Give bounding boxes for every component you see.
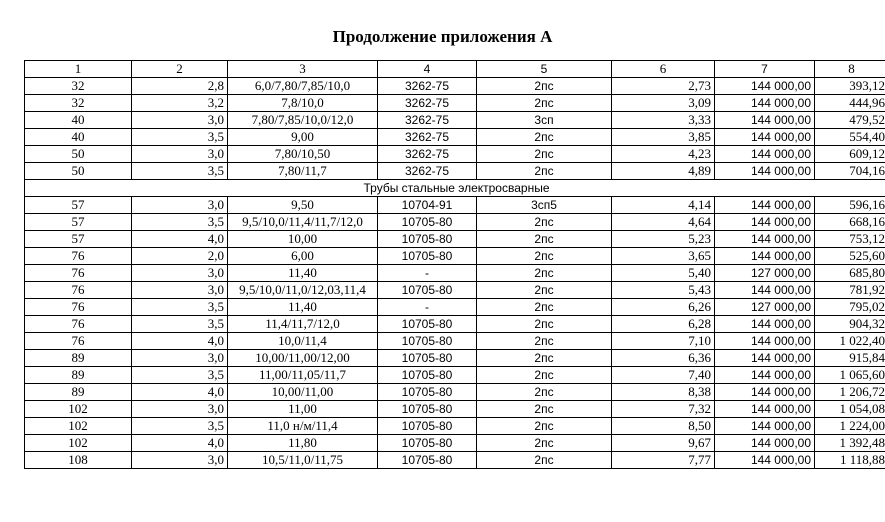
table-row [25,384,885,401]
cell-mass: 9,67 [612,435,715,452]
cell-diameter: 76 [25,333,132,350]
table-row [25,78,885,95]
cell-steel-grade: 2пс [477,452,612,469]
cell-mass: 5,40 [612,265,715,282]
table-row [25,299,885,316]
cell-wall-thickness: 3,0 [132,197,228,214]
cell-mass: 3,85 [612,129,715,146]
cell-gost: 10705-80 [378,316,477,333]
cell-gost: 10705-80 [378,282,477,299]
cell-price-per-ton: 144 000,00 [715,350,815,367]
cell-steel-grade: 2пс [477,248,612,265]
cell-wall-thickness: 3,0 [132,350,228,367]
cell-length: 11,80 [228,435,378,452]
cell-gost: 10705-80 [378,367,477,384]
cell-length: 11,00/11,05/11,7 [228,367,378,384]
table-row [25,146,885,163]
cell-price-per-meter: 704,16 [815,163,885,180]
cell-diameter: 40 [25,129,132,146]
table-row [25,316,885,333]
cell-price-per-ton: 144 000,00 [715,197,815,214]
cell-diameter: 40 [25,112,132,129]
cell-length: 11,4/11,7/12,0 [228,316,378,333]
cell-length: 6,00 [228,248,378,265]
table-row [25,282,885,299]
cell-diameter: 108 [25,452,132,469]
cell-mass: 7,77 [612,452,715,469]
cell-steel-grade: 2пс [477,231,612,248]
cell-price-per-ton: 144 000,00 [715,78,815,95]
cell-gost: 10704-91 [378,197,477,214]
cell-gost: - [378,265,477,282]
cell-gost: 10705-80 [378,452,477,469]
cell-diameter: 50 [25,163,132,180]
cell-length: 9,00 [228,129,378,146]
cell-gost: - [378,299,477,316]
cell-price-per-meter: 479,52 [815,112,885,129]
cell-diameter: 76 [25,299,132,316]
cell-length: 9,50 [228,197,378,214]
cell-length: 6,0/7,80/7,85/10,0 [228,78,378,95]
cell-mass: 5,43 [612,282,715,299]
cell-price-per-ton: 144 000,00 [715,401,815,418]
cell-gost: 3262-75 [378,78,477,95]
cell-mass: 3,33 [612,112,715,129]
header-cell-diameter: 1 [25,61,132,78]
cell-diameter: 102 [25,435,132,452]
price-table [24,60,885,469]
cell-length: 11,40 [228,265,378,282]
cell-length: 10,00/11,00/12,00 [228,350,378,367]
table-row [25,112,885,129]
cell-wall-thickness: 3,5 [132,367,228,384]
cell-gost: 10705-80 [378,418,477,435]
table-row [25,418,885,435]
cell-diameter: 57 [25,231,132,248]
cell-wall-thickness: 3,5 [132,299,228,316]
cell-price-per-ton: 144 000,00 [715,129,815,146]
table-row [25,129,885,146]
cell-mass: 7,32 [612,401,715,418]
cell-diameter: 89 [25,384,132,401]
cell-wall-thickness: 3,5 [132,163,228,180]
table-row [25,435,885,452]
cell-diameter: 32 [25,78,132,95]
cell-price-per-ton: 144 000,00 [715,163,815,180]
cell-mass: 5,23 [612,231,715,248]
cell-steel-grade: 2пс [477,384,612,401]
cell-wall-thickness: 3,0 [132,452,228,469]
cell-diameter: 76 [25,248,132,265]
cell-price-per-meter: 781,92 [815,282,885,299]
cell-steel-grade: 3сп [477,112,612,129]
cell-length: 7,80/11,7 [228,163,378,180]
cell-price-per-ton: 127 000,00 [715,299,815,316]
cell-steel-grade: 3сп5 [477,197,612,214]
cell-mass: 6,28 [612,316,715,333]
cell-gost: 10705-80 [378,350,477,367]
cell-mass: 6,36 [612,350,715,367]
cell-price-per-ton: 144 000,00 [715,384,815,401]
cell-price-per-meter: 753,12 [815,231,885,248]
cell-steel-grade: 2пс [477,401,612,418]
cell-length: 11,40 [228,299,378,316]
cell-mass: 6,26 [612,299,715,316]
cell-gost: 10705-80 [378,333,477,350]
cell-gost: 10705-80 [378,401,477,418]
cell-steel-grade: 2пс [477,350,612,367]
cell-price-per-ton: 144 000,00 [715,282,815,299]
cell-length: 7,80/10,50 [228,146,378,163]
cell-gost: 10705-80 [378,435,477,452]
cell-steel-grade: 2пс [477,418,612,435]
cell-length: 10,5/11,0/11,75 [228,452,378,469]
cell-length: 10,00 [228,231,378,248]
cell-steel-grade: 2пс [477,163,612,180]
cell-gost: 3262-75 [378,163,477,180]
cell-price-per-meter: 685,80 [815,265,885,282]
cell-steel-grade: 2пс [477,146,612,163]
cell-diameter: 50 [25,146,132,163]
cell-price-per-meter: 444,96 [815,95,885,112]
cell-steel-grade: 2пс [477,435,612,452]
cell-wall-thickness: 3,5 [132,214,228,231]
cell-wall-thickness: 3,5 [132,129,228,146]
cell-wall-thickness: 3,5 [132,418,228,435]
cell-steel-grade: 2пс [477,333,612,350]
cell-mass: 4,64 [612,214,715,231]
cell-diameter: 32 [25,95,132,112]
cell-wall-thickness: 3,0 [132,282,228,299]
cell-price-per-ton: 144 000,00 [715,333,815,350]
table-row [25,163,885,180]
header-cell-price-per-ton: 7 [715,61,815,78]
cell-steel-grade: 2пс [477,95,612,112]
cell-mass: 4,23 [612,146,715,163]
page-title: Продолжение приложения А [332,27,553,46]
section-label: Трубы стальные электросварные [25,180,885,197]
cell-length: 9,5/10,0/11,4/11,7/12,0 [228,214,378,231]
cell-steel-grade: 2пс [477,129,612,146]
cell-steel-grade: 2пс [477,299,612,316]
cell-price-per-ton: 144 000,00 [715,214,815,231]
table-row [25,333,885,350]
cell-gost: 3262-75 [378,146,477,163]
cell-wall-thickness: 2,8 [132,78,228,95]
cell-mass: 2,73 [612,78,715,95]
header-cell-price-per-meter: 8 [815,61,885,78]
cell-mass: 8,50 [612,418,715,435]
cell-diameter: 76 [25,316,132,333]
table-row [25,197,885,214]
cell-length: 7,80/7,85/10,0/12,0 [228,112,378,129]
cell-steel-grade: 2пс [477,265,612,282]
table-row [25,367,885,384]
cell-length: 7,8/10,0 [228,95,378,112]
cell-wall-thickness: 3,0 [132,112,228,129]
cell-mass: 3,65 [612,248,715,265]
cell-diameter: 89 [25,367,132,384]
cell-mass: 7,40 [612,367,715,384]
cell-gost: 3262-75 [378,112,477,129]
cell-wall-thickness: 2,0 [132,248,228,265]
cell-diameter: 76 [25,282,132,299]
table-row [25,265,885,282]
cell-wall-thickness: 4,0 [132,435,228,452]
cell-wall-thickness: 3,0 [132,265,228,282]
cell-price-per-ton: 144 000,00 [715,95,815,112]
cell-price-per-ton: 144 000,00 [715,146,815,163]
cell-length: 10,00/11,00 [228,384,378,401]
cell-price-per-ton: 144 000,00 [715,367,815,384]
cell-length: 9,5/10,0/11,0/12,03,11,4 [228,282,378,299]
cell-diameter: 76 [25,265,132,282]
cell-price-per-meter: 1 054,08 [815,401,885,418]
cell-mass: 7,10 [612,333,715,350]
cell-price-per-ton: 144 000,00 [715,452,815,469]
cell-steel-grade: 2пс [477,367,612,384]
cell-gost: 10705-80 [378,248,477,265]
table-row [25,452,885,469]
cell-length: 11,00 [228,401,378,418]
cell-wall-thickness: 3,0 [132,146,228,163]
header-cell-gost: 4 [378,61,477,78]
cell-price-per-meter: 1 065,60 [815,367,885,384]
cell-steel-grade: 2пс [477,78,612,95]
cell-price-per-meter: 554,40 [815,129,885,146]
cell-mass: 3,09 [612,95,715,112]
cell-diameter: 102 [25,401,132,418]
cell-price-per-meter: 609,12 [815,146,885,163]
cell-mass: 4,14 [612,197,715,214]
cell-gost: 10705-80 [378,384,477,401]
cell-gost: 10705-80 [378,231,477,248]
cell-price-per-meter: 668,16 [815,214,885,231]
cell-price-per-ton: 144 000,00 [715,248,815,265]
cell-wall-thickness: 4,0 [132,333,228,350]
cell-gost: 10705-80 [378,214,477,231]
cell-wall-thickness: 3,2 [132,95,228,112]
cell-price-per-meter: 904,32 [815,316,885,333]
cell-price-per-ton: 127 000,00 [715,265,815,282]
cell-gost: 3262-75 [378,95,477,112]
section-row [25,180,885,197]
cell-price-per-meter: 915,84 [815,350,885,367]
cell-price-per-ton: 144 000,00 [715,231,815,248]
cell-price-per-meter: 525,60 [815,248,885,265]
cell-mass: 4,89 [612,163,715,180]
cell-price-per-meter: 1 224,00 [815,418,885,435]
table-row [25,95,885,112]
cell-steel-grade: 2пс [477,316,612,333]
cell-mass: 8,38 [612,384,715,401]
header-row [25,61,885,78]
header-cell-length: 3 [228,61,378,78]
header-cell-mass: 6 [612,61,715,78]
cell-price-per-meter: 1 118,88 [815,452,885,469]
cell-diameter: 57 [25,214,132,231]
cell-price-per-ton: 144 000,00 [715,112,815,129]
cell-price-per-ton: 144 000,00 [715,316,815,333]
cell-price-per-meter: 1 022,40 [815,333,885,350]
table-row [25,350,885,367]
cell-length: 11,0 н/м/11,4 [228,418,378,435]
cell-diameter: 102 [25,418,132,435]
table-row [25,231,885,248]
table-row [25,248,885,265]
cell-diameter: 57 [25,197,132,214]
table-row [25,401,885,418]
cell-wall-thickness: 4,0 [132,384,228,401]
table-row [25,214,885,231]
header-cell-wall-thickness: 2 [132,61,228,78]
cell-diameter: 89 [25,350,132,367]
cell-steel-grade: 2пс [477,214,612,231]
cell-price-per-meter: 1 206,72 [815,384,885,401]
cell-length: 10,0/11,4 [228,333,378,350]
cell-steel-grade: 2пс [477,282,612,299]
cell-price-per-meter: 596,16 [815,197,885,214]
cell-wall-thickness: 3,5 [132,316,228,333]
header-cell-steel-grade: 5 [477,61,612,78]
cell-gost: 3262-75 [378,129,477,146]
cell-price-per-ton: 144 000,00 [715,435,815,452]
cell-price-per-meter: 393,12 [815,78,885,95]
cell-wall-thickness: 3,0 [132,401,228,418]
cell-price-per-ton: 144 000,00 [715,418,815,435]
cell-price-per-meter: 1 392,48 [815,435,885,452]
cell-price-per-meter: 795,02 [815,299,885,316]
table-body [25,61,885,469]
cell-wall-thickness: 4,0 [132,231,228,248]
